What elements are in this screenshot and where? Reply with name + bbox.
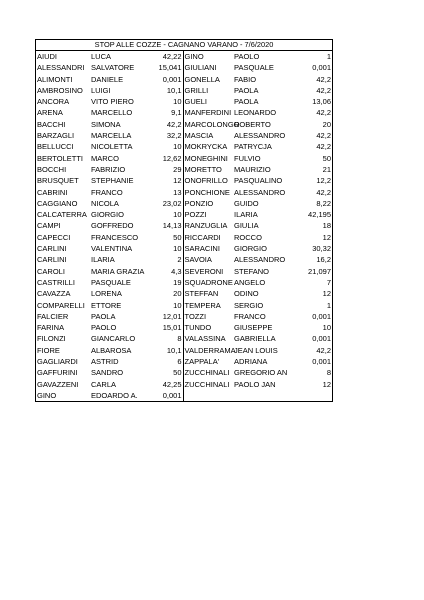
surname-right-cell: TOZZI [184, 311, 207, 321]
table-row [36, 333, 332, 344]
firstname-right-cell: ALESSANDRO [234, 187, 286, 197]
value-left-cell: 50 [146, 232, 183, 243]
value-left-cell: 14,13 [146, 220, 183, 231]
firstname-left-cell: PASQUALE [91, 277, 131, 287]
surname-left-cell: FARINA [37, 323, 65, 333]
surname-left-cell: FALCIER [37, 311, 69, 321]
table-row [36, 322, 332, 333]
firstname-right-cell: GUIDO [234, 198, 259, 208]
surname-left-cell: CAVAZZA [37, 289, 71, 299]
value-left-cell: 10 [146, 300, 183, 311]
table-row [36, 141, 332, 152]
results-table [36, 51, 332, 401]
value-right-cell: 0,001 [312, 63, 331, 73]
table-row [36, 74, 332, 85]
surname-left-cell: BARZAGLI [37, 131, 75, 141]
table-row [36, 62, 332, 73]
firstname-right-cell: ROCCO [234, 232, 262, 242]
firstname-left-cell: GOFFREDO [91, 221, 134, 231]
firstname-left-cell: MARCELLO [91, 108, 133, 118]
firstname-right-cell: ANGELO [234, 277, 266, 287]
firstname-left-cell: NICOLA [91, 198, 119, 208]
table-row [36, 288, 332, 299]
value-right-cell: 12 [322, 379, 331, 389]
surname-right-cell: MONEGHINI [184, 153, 228, 163]
value-right-cell: 21 [322, 164, 331, 174]
value-right-cell: 42,2 [316, 108, 331, 118]
value-right-cell: 8 [326, 368, 331, 378]
table-row [36, 85, 332, 96]
table-row [36, 96, 332, 107]
firstname-left-cell: VITO PIERO [91, 97, 134, 107]
surname-right-cell: PONCHIONE [184, 187, 230, 197]
value-left-cell: 13 [146, 187, 183, 198]
firstname-left-cell: ILARIA [91, 255, 115, 265]
firstname-left-cell: NICOLETTA [91, 142, 133, 152]
firstname-right-cell: ODINO [234, 289, 259, 299]
table-row [36, 107, 332, 118]
value-left-cell: 50 [146, 367, 183, 378]
surname-right-cell: RANZUGLIA [184, 221, 228, 231]
value-right-cell: 50 [322, 153, 331, 163]
results-rows [36, 51, 332, 401]
surname-left-cell: CALCATERRA [37, 210, 87, 220]
value-right-cell: 42,2 [316, 142, 331, 152]
surname-left-cell: BELLUCCI [37, 142, 74, 152]
value-left-cell: 29 [146, 164, 183, 175]
firstname-left-cell: LORENA [91, 289, 122, 299]
firstname-left-cell: DANIELE [91, 74, 124, 84]
surname-right-cell: VALDERRAMA [184, 345, 236, 355]
firstname-right-cell: SERGIO [234, 300, 264, 310]
firstname-left-cell: ALBAROSA [91, 345, 132, 355]
value-left-cell: 9,1 [146, 107, 183, 118]
table-row [36, 209, 332, 220]
surname-left-cell: CABRINI [37, 187, 68, 197]
table-row [36, 356, 332, 367]
value-left-cell: 12,62 [146, 153, 183, 164]
table-row [36, 153, 332, 164]
value-left-cell: 19 [146, 277, 183, 288]
firstname-left-cell: PAOLO [91, 323, 117, 333]
value-right-cell: 12 [322, 289, 331, 299]
firstname-right-cell: GIUSEPPE [234, 323, 273, 333]
value-left-cell: 42,22 [146, 51, 183, 62]
surname-right-cell: POZZI [184, 210, 207, 220]
surname-right-cell: TEMPERA [184, 300, 221, 310]
value-left-cell: 42,25 [146, 379, 183, 390]
firstname-left-cell: LUCA [91, 52, 112, 61]
surname-left-cell: CARLINI [37, 255, 67, 265]
surname-left-cell: GAVAZZENI [37, 379, 79, 389]
surname-left-cell: ALESSANDRI [37, 63, 85, 73]
firstname-right-cell: ILARIA [234, 210, 258, 220]
firstname-left-cell: FABRIZIO [91, 164, 126, 174]
table-row [36, 220, 332, 231]
value-left-cell: 8 [146, 333, 183, 344]
value-left-cell: 2 [146, 254, 183, 265]
firstname-right-cell: FRANCO [234, 311, 266, 321]
value-right-cell [295, 390, 332, 401]
value-right-cell: 1 [326, 300, 331, 310]
table-row [36, 379, 332, 390]
surname-left-cell: ARENA [37, 108, 63, 118]
surname-right-cell: ZUCCHINALI [184, 379, 230, 389]
surname-right-cell: STEFFAN [184, 289, 219, 299]
firstname-left-cell: ASTRID [91, 357, 119, 367]
value-left-cell: 32,2 [146, 130, 183, 141]
value-left-cell: 10,1 [146, 85, 183, 96]
surname-right-cell: GRILLI [184, 85, 209, 95]
value-right-cell: 21,097 [308, 266, 331, 276]
value-left-cell: 6 [146, 356, 183, 367]
table-row [36, 254, 332, 265]
value-right-cell: 20 [322, 119, 331, 129]
firstname-right-cell: ALESSANDRO [234, 131, 286, 141]
value-left-cell: 10 [146, 96, 183, 107]
surname-left-cell: FILONZI [37, 334, 66, 344]
value-right-cell: 0,001 [312, 334, 331, 344]
surname-left-cell: ANCORA [37, 97, 70, 107]
surname-right-cell: MORETTO [184, 164, 222, 174]
surname-left-cell: GAFFURINI [37, 368, 78, 378]
surname-left-cell: CAGGIANO [37, 198, 78, 208]
surname-left-cell: BRUSQUET [37, 176, 79, 186]
value-right-cell: 30,32 [312, 244, 331, 254]
firstname-right-cell: PASQUALE [234, 63, 274, 73]
firstname-left-cell: ETTORE [91, 300, 122, 310]
firstname-right-cell [233, 390, 295, 401]
firstname-right-cell: ADRIANA [234, 357, 268, 367]
surname-left-cell: BOCCHI [37, 164, 67, 174]
value-right-cell: 42,195 [308, 210, 331, 220]
table-row [36, 130, 332, 141]
firstname-right-cell: PAOLO [234, 52, 260, 61]
value-right-cell: 12 [322, 232, 331, 242]
surname-left-cell: BERTOLETTI [37, 153, 83, 163]
value-left-cell: 10 [146, 243, 183, 254]
value-right-cell: 0,001 [312, 357, 331, 367]
surname-left-cell: CAROLI [37, 266, 65, 276]
surname-left-cell: AIUDI [37, 52, 58, 61]
value-right-cell: 8,22 [316, 198, 331, 208]
surname-left-cell: GINO [37, 390, 57, 400]
value-left-cell: 10 [146, 209, 183, 220]
surname-right-cell: VALASSINA [184, 334, 226, 344]
surname-left-cell: COMPARELLI [37, 300, 85, 310]
table-row [36, 367, 332, 378]
firstname-right-cell: FABIO [234, 74, 257, 84]
surname-right-cell: RICCARDI [184, 232, 221, 242]
table-row [36, 232, 332, 243]
table-row [36, 390, 332, 401]
surname-right-cell: GONELLA [184, 74, 220, 84]
value-right-cell: 16,2 [316, 255, 331, 265]
value-left-cell: 12 [146, 175, 183, 186]
value-left-cell: 15,041 [146, 62, 183, 73]
value-right-cell: 42,2 [316, 74, 331, 84]
surname-left-cell: AMBROSINO [37, 85, 83, 95]
table-row [36, 187, 332, 198]
surname-right-cell: TUNDO [184, 323, 212, 333]
surname-right-cell: GINO [184, 52, 204, 61]
surname-right-cell: ONOFRILLO [184, 176, 228, 186]
value-left-cell: 4,3 [146, 266, 183, 277]
value-left-cell: 42,2 [146, 119, 183, 130]
firstname-left-cell: SANDRO [91, 368, 124, 378]
value-right-cell: 12,2 [316, 176, 331, 186]
table-row [36, 266, 332, 277]
firstname-right-cell: PAOLO JAN [234, 379, 276, 389]
value-left-cell: 10,1 [146, 345, 183, 356]
firstname-right-cell: PAOLA [234, 97, 259, 107]
table-row [36, 51, 332, 62]
firstname-left-cell: FRANCESCO [91, 232, 139, 242]
table-row [36, 175, 332, 186]
table-row [36, 345, 332, 356]
value-right-cell: 18 [322, 221, 331, 231]
firstname-left-cell: MARCELLA [91, 131, 132, 141]
results-sheet [35, 39, 333, 402]
surname-left-cell: CAPECCI [37, 232, 71, 242]
firstname-right-cell: GREGORIO AN [234, 368, 288, 378]
firstname-left-cell: SALVATORE [91, 63, 135, 73]
value-right-cell: 1 [326, 52, 331, 61]
firstname-left-cell: GIORGIO [91, 210, 124, 220]
table-row [36, 277, 332, 288]
surname-right-cell: PONZIO [184, 198, 214, 208]
firstname-right-cell: FULVIO [234, 153, 261, 163]
surname-left-cell: CARLINI [37, 244, 67, 254]
surname-right-cell: GIULIANI [184, 63, 217, 73]
value-left-cell: 0,001 [146, 74, 183, 85]
surname-right-cell: MARCOLONGO [184, 119, 240, 129]
firstname-right-cell: MAURIZIO [234, 164, 271, 174]
firstname-right-cell: GIORGIO [234, 244, 267, 254]
value-left-cell: 15,01 [146, 322, 183, 333]
firstname-left-cell: CARLA [91, 379, 117, 389]
firstname-right-cell: PATRYCJA [234, 142, 272, 152]
surname-left-cell: FIORE [37, 345, 60, 355]
table-row [36, 119, 332, 130]
surname-right-cell: ZUCCHINALI [184, 368, 230, 378]
value-right-cell: 42,2 [316, 85, 331, 95]
table-row [36, 300, 332, 311]
firstname-left-cell: FRANCO [91, 187, 123, 197]
firstname-left-cell: STEPHANIE [91, 176, 134, 186]
table-row [36, 164, 332, 175]
firstname-left-cell: PAOLA [91, 311, 116, 321]
surname-right-cell [183, 390, 233, 401]
value-left-cell: 20 [146, 288, 183, 299]
firstname-left-cell: VALENTINA [91, 244, 133, 254]
surname-left-cell: GAGLIARDI [37, 357, 78, 367]
surname-right-cell: MASCIA [184, 131, 214, 141]
table-row [36, 243, 332, 254]
value-right-cell: 42,2 [316, 131, 331, 141]
firstname-left-cell: MARIA GRAZIA [91, 266, 145, 276]
surname-right-cell: MANFERDINI [184, 108, 232, 118]
firstname-right-cell: JEAN LOUIS [234, 345, 278, 355]
firstname-right-cell: PASQUALINO [234, 176, 283, 186]
surname-left-cell: ALIMONTI [37, 74, 73, 84]
surname-right-cell: ZAPPALA' [184, 357, 220, 367]
firstname-right-cell: STEFANO [234, 266, 270, 276]
value-left-cell: 23,02 [146, 198, 183, 209]
firstname-right-cell: ROBERTO [234, 119, 271, 129]
firstname-right-cell: LEONARDO [234, 108, 277, 118]
firstname-right-cell: GIULIA [234, 221, 259, 231]
value-right-cell: 10 [322, 323, 331, 333]
firstname-left-cell: SIMONA [91, 119, 121, 129]
surname-left-cell: CASTRILLI [37, 277, 75, 287]
table-row [36, 198, 332, 209]
surname-right-cell: SQUADRONE [184, 277, 233, 287]
value-right-cell: 7 [326, 277, 331, 287]
surname-right-cell: MOKRYCKA [184, 142, 228, 152]
value-left-cell: 0,001 [146, 390, 183, 401]
value-right-cell: 13,06 [312, 97, 331, 107]
surname-right-cell: SEVERONI [184, 266, 224, 276]
surname-left-cell: BACCHI [37, 119, 66, 129]
firstname-right-cell: GABRIELLA [234, 334, 276, 344]
surname-right-cell: SARACINI [184, 244, 220, 254]
surname-right-cell: GUELI [184, 97, 208, 107]
value-left-cell: 10 [146, 141, 183, 152]
firstname-right-cell: PAOLA [234, 85, 259, 95]
surname-left-cell: CAMPI [37, 221, 61, 231]
firstname-left-cell: EDOARDO A. [91, 390, 138, 400]
value-right-cell: 0,001 [312, 311, 331, 321]
value-right-cell: 42,2 [316, 187, 331, 197]
surname-right-cell: SAVOIA [184, 255, 212, 265]
value-right-cell: 42,2 [316, 345, 331, 355]
firstname-left-cell: LUIGI [91, 85, 111, 95]
value-left-cell: 12,01 [146, 311, 183, 322]
firstname-right-cell: ALESSANDRO [234, 255, 286, 265]
table-row [36, 311, 332, 322]
firstname-left-cell: MARCO [91, 153, 119, 163]
firstname-left-cell: GIANCARLO [91, 334, 136, 344]
sheet-title: STOP ALLE COZZE - CAGNANO VARANO - 7/6/2020 [36, 40, 332, 51]
